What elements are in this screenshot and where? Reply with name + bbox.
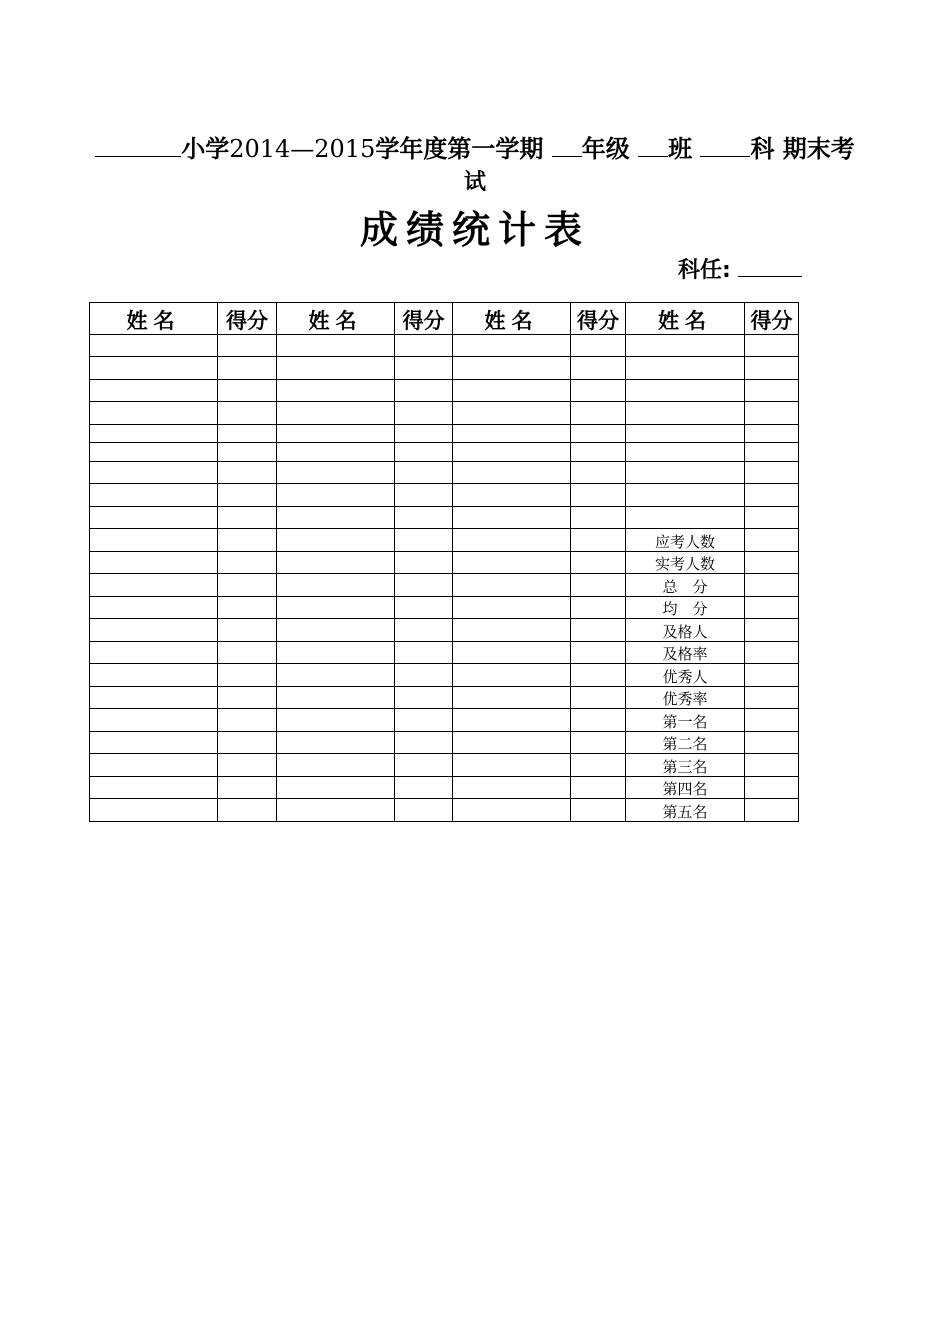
name-cell[interactable] [90, 619, 218, 642]
document-heading [60, 134, 890, 164]
score-cell[interactable] [571, 402, 626, 425]
stat-label-cell: 优秀人 [626, 664, 745, 687]
score-cell[interactable] [571, 799, 626, 822]
score-cell[interactable] [571, 443, 626, 462]
score-cell[interactable] [571, 732, 626, 754]
score-cell[interactable] [218, 380, 277, 402]
score-cell[interactable] [218, 443, 277, 462]
name-cell[interactable] [453, 529, 571, 552]
score-cell[interactable] [218, 597, 277, 619]
table-row [90, 484, 799, 507]
name-cell[interactable] [90, 597, 218, 619]
heading-grade: 年级 [581, 135, 630, 163]
score-cell[interactable] [218, 529, 277, 552]
name-cell[interactable] [277, 462, 395, 484]
name-cell[interactable] [453, 687, 571, 709]
score-cell[interactable] [218, 574, 277, 597]
name-cell[interactable] [453, 357, 571, 380]
heading-term: 学年度第一学期 [375, 135, 544, 163]
name-cell[interactable] [626, 335, 745, 357]
name-cell[interactable] [90, 754, 218, 777]
column-header-score: 得分 [745, 303, 799, 335]
table-row [90, 574, 799, 597]
name-cell[interactable] [90, 777, 218, 799]
score-cell[interactable] [395, 709, 453, 732]
score-cell[interactable] [571, 529, 626, 552]
score-cell[interactable] [395, 799, 453, 822]
table-row [90, 687, 799, 709]
stat-value-cell[interactable] [745, 754, 799, 777]
score-cell[interactable] [395, 777, 453, 799]
table-row [90, 664, 799, 687]
name-cell[interactable] [277, 642, 395, 664]
name-cell[interactable] [277, 552, 395, 574]
table-row [90, 380, 799, 402]
score-cell[interactable] [571, 425, 626, 443]
name-cell[interactable] [277, 484, 395, 507]
teacher-name-blank[interactable] [738, 252, 802, 277]
score-cell[interactable] [745, 507, 799, 529]
table-row [90, 777, 799, 799]
score-cell[interactable] [218, 357, 277, 380]
stat-value-cell[interactable] [745, 552, 799, 574]
score-cell[interactable] [395, 443, 453, 462]
name-cell[interactable] [90, 574, 218, 597]
score-cell[interactable] [395, 619, 453, 642]
score-cell[interactable] [395, 380, 453, 402]
name-cell[interactable] [277, 709, 395, 732]
score-cell[interactable] [571, 335, 626, 357]
score-cell[interactable] [218, 754, 277, 777]
name-cell[interactable] [453, 664, 571, 687]
name-cell[interactable] [90, 664, 218, 687]
stat-value-cell[interactable] [745, 687, 799, 709]
name-cell[interactable] [453, 462, 571, 484]
score-cell[interactable] [218, 335, 277, 357]
name-cell[interactable] [277, 664, 395, 687]
score-cell[interactable] [395, 754, 453, 777]
score-cell[interactable] [218, 484, 277, 507]
document-heading-continued: 试 [463, 170, 486, 195]
score-cell[interactable] [395, 335, 453, 357]
table-row [90, 732, 799, 754]
name-cell[interactable] [277, 619, 395, 642]
score-cell[interactable] [571, 462, 626, 484]
name-cell[interactable] [277, 402, 395, 425]
table-row [90, 462, 799, 484]
table-row [90, 335, 799, 357]
stat-value-cell[interactable] [745, 664, 799, 687]
table-row [90, 529, 799, 552]
name-cell[interactable] [453, 732, 571, 754]
score-cell[interactable] [745, 402, 799, 425]
name-cell[interactable] [90, 484, 218, 507]
stat-label-cell: 实考人数 [626, 552, 745, 574]
name-cell[interactable] [453, 709, 571, 732]
score-cell[interactable] [395, 529, 453, 552]
name-cell[interactable] [90, 709, 218, 732]
name-cell[interactable] [277, 777, 395, 799]
table-row [90, 357, 799, 380]
column-header-name: 姓名 [453, 303, 571, 335]
school-name-blank[interactable] [95, 134, 181, 157]
column-header-name: 姓名 [90, 303, 218, 335]
score-cell[interactable] [218, 619, 277, 642]
name-cell[interactable] [453, 799, 571, 822]
table-row [90, 402, 799, 425]
score-cell[interactable] [571, 552, 626, 574]
score-cell[interactable] [218, 687, 277, 709]
name-cell[interactable] [90, 380, 218, 402]
name-cell[interactable] [90, 732, 218, 754]
name-cell[interactable] [453, 507, 571, 529]
score-cell[interactable] [395, 687, 453, 709]
score-cell[interactable] [571, 777, 626, 799]
stat-label-cell: 优秀率 [626, 687, 745, 709]
heading-year-range: 2014—2015 [229, 135, 376, 163]
name-cell[interactable] [90, 402, 218, 425]
table-row [90, 709, 799, 732]
table-row [90, 642, 799, 664]
name-cell[interactable] [90, 357, 218, 380]
name-cell[interactable] [277, 732, 395, 754]
score-cell[interactable] [395, 484, 453, 507]
score-cell[interactable] [218, 709, 277, 732]
name-cell[interactable] [453, 402, 571, 425]
score-cell[interactable] [218, 664, 277, 687]
stat-value-cell[interactable] [745, 619, 799, 642]
stat-value-cell[interactable] [745, 732, 799, 754]
name-cell[interactable] [277, 799, 395, 822]
score-cell[interactable] [218, 777, 277, 799]
score-cell[interactable] [571, 484, 626, 507]
name-cell[interactable] [453, 574, 571, 597]
score-cell[interactable] [395, 642, 453, 664]
stat-label-cell: 及格人 [626, 619, 745, 642]
score-cell[interactable] [218, 799, 277, 822]
name-cell[interactable] [277, 335, 395, 357]
table-row [90, 507, 799, 529]
column-header-name: 姓名 [626, 303, 745, 335]
heading-subject-exam: 科 期末考 [750, 135, 855, 163]
score-cell[interactable] [745, 425, 799, 443]
name-cell[interactable] [626, 357, 745, 380]
stat-value-cell[interactable] [745, 709, 799, 732]
column-header-score: 得分 [218, 303, 277, 335]
stat-label-cell: 及格率 [626, 642, 745, 664]
name-cell[interactable] [90, 507, 218, 529]
name-cell[interactable] [90, 687, 218, 709]
name-cell[interactable] [626, 484, 745, 507]
stat-value-cell[interactable] [745, 799, 799, 822]
name-cell[interactable] [277, 357, 395, 380]
score-cell[interactable] [218, 642, 277, 664]
score-cell[interactable] [745, 335, 799, 357]
score-cell[interactable] [395, 425, 453, 443]
name-cell[interactable] [277, 443, 395, 462]
score-cell[interactable] [395, 574, 453, 597]
score-cell[interactable] [395, 507, 453, 529]
table-header-row [90, 303, 799, 335]
score-cell[interactable] [571, 642, 626, 664]
column-header-name: 姓名 [277, 303, 395, 335]
score-cell[interactable] [395, 664, 453, 687]
stat-value-cell[interactable] [745, 574, 799, 597]
score-cell[interactable] [218, 552, 277, 574]
name-cell[interactable] [453, 597, 571, 619]
name-cell[interactable] [453, 619, 571, 642]
page-title: 成绩统计表 [359, 208, 590, 252]
name-cell[interactable] [626, 462, 745, 484]
score-cell[interactable] [395, 552, 453, 574]
score-cell[interactable] [745, 484, 799, 507]
score-cell[interactable] [745, 462, 799, 484]
score-cell[interactable] [571, 687, 626, 709]
stat-value-cell[interactable] [745, 777, 799, 799]
name-cell[interactable] [277, 687, 395, 709]
score-cell[interactable] [395, 462, 453, 484]
name-cell[interactable] [277, 597, 395, 619]
score-cell[interactable] [395, 402, 453, 425]
name-cell[interactable] [90, 642, 218, 664]
table-row [90, 425, 799, 443]
stat-label-cell: 第四名 [626, 777, 745, 799]
name-cell[interactable] [453, 425, 571, 443]
subject-blank[interactable] [700, 134, 750, 157]
name-cell[interactable] [90, 443, 218, 462]
score-cell[interactable] [745, 380, 799, 402]
column-header-score: 得分 [571, 303, 626, 335]
name-cell[interactable] [277, 507, 395, 529]
heading-school-suffix: 小学 [181, 135, 230, 163]
name-cell[interactable] [453, 380, 571, 402]
name-cell[interactable] [277, 754, 395, 777]
score-cell[interactable] [218, 425, 277, 443]
stat-label-cell: 总 分 [626, 574, 745, 597]
table-row [90, 597, 799, 619]
stat-label-cell: 均 分 [626, 597, 745, 619]
score-cell[interactable] [395, 597, 453, 619]
score-cell[interactable] [218, 732, 277, 754]
name-cell[interactable] [277, 529, 395, 552]
stat-value-cell[interactable] [745, 529, 799, 552]
name-cell[interactable] [453, 642, 571, 664]
name-cell[interactable] [626, 402, 745, 425]
name-cell[interactable] [453, 777, 571, 799]
table-body [90, 335, 799, 822]
class-blank[interactable] [638, 134, 668, 157]
stat-value-cell[interactable] [745, 597, 799, 619]
stat-label-cell: 第五名 [626, 799, 745, 822]
name-cell[interactable] [90, 552, 218, 574]
name-cell[interactable] [626, 507, 745, 529]
table-row [90, 443, 799, 462]
name-cell[interactable] [90, 799, 218, 822]
name-cell[interactable] [626, 425, 745, 443]
name-cell[interactable] [90, 425, 218, 443]
stat-label-cell: 第三名 [626, 754, 745, 777]
stat-value-cell[interactable] [745, 642, 799, 664]
score-cell[interactable] [571, 709, 626, 732]
score-cell[interactable] [571, 357, 626, 380]
stat-label-cell: 第二名 [626, 732, 745, 754]
name-cell[interactable] [90, 529, 218, 552]
teacher-field [678, 252, 802, 287]
score-cell[interactable] [571, 507, 626, 529]
name-cell[interactable] [277, 574, 395, 597]
name-cell[interactable] [277, 425, 395, 443]
name-cell[interactable] [453, 484, 571, 507]
teacher-label: 科任: [678, 258, 731, 283]
stat-label-cell: 第一名 [626, 709, 745, 732]
score-cell[interactable] [745, 357, 799, 380]
table-row [90, 799, 799, 822]
score-cell[interactable] [571, 597, 626, 619]
stat-label-cell: 应考人数 [626, 529, 745, 552]
name-cell[interactable] [453, 335, 571, 357]
score-cell[interactable] [218, 507, 277, 529]
score-cell[interactable] [571, 664, 626, 687]
score-cell[interactable] [218, 462, 277, 484]
score-cell[interactable] [218, 402, 277, 425]
name-cell[interactable] [453, 552, 571, 574]
score-cell[interactable] [571, 380, 626, 402]
score-cell[interactable] [395, 732, 453, 754]
heading-class: 班 [668, 135, 693, 163]
table-row [90, 754, 799, 777]
name-cell[interactable] [277, 380, 395, 402]
name-cell[interactable] [453, 443, 571, 462]
score-cell[interactable] [571, 574, 626, 597]
name-cell[interactable] [90, 462, 218, 484]
name-cell[interactable] [626, 380, 745, 402]
name-cell[interactable] [453, 754, 571, 777]
name-cell[interactable] [626, 443, 745, 462]
column-header-score: 得分 [395, 303, 453, 335]
score-cell[interactable] [395, 357, 453, 380]
table-row [90, 552, 799, 574]
table-row [90, 619, 799, 642]
name-cell[interactable] [90, 335, 218, 357]
score-cell[interactable] [745, 443, 799, 462]
score-cell[interactable] [571, 619, 626, 642]
grade-blank[interactable] [552, 134, 582, 157]
score-cell[interactable] [571, 754, 626, 777]
score-table [89, 302, 799, 822]
